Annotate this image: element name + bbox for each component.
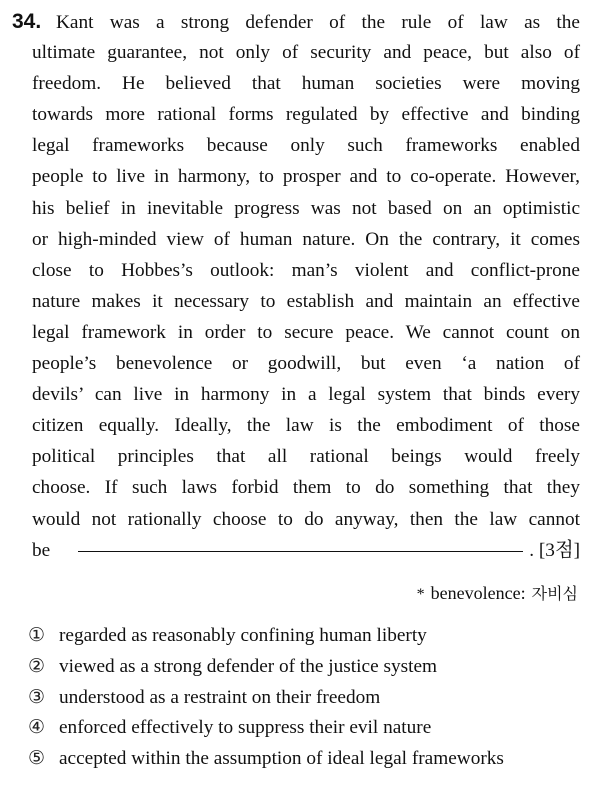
passage-line: ultimate guarantee, not only of security and peace, but also of (32, 42, 580, 64)
passage-line: legal frameworks because only such frameworks enabled (32, 135, 580, 157)
option-text: accepted within the assumption of ideal legal frameworks (59, 748, 504, 770)
answer-option-1[interactable] (28, 620, 588, 651)
footnote-definition: 자비심 (531, 584, 578, 603)
passage-line: political principles that all rational beings would freely (32, 446, 580, 468)
option-text: understood as a restraint on their freedom (59, 686, 381, 708)
option-text: viewed as a strong defender of the justice system (59, 655, 438, 677)
answer-option-2[interactable] (28, 651, 588, 682)
answer-blank-line (12, 535, 580, 566)
option-text: regarded as reasonably confining human liberty (59, 625, 427, 646)
passage-line: choose. If such laws forbid them to do something that they (32, 477, 580, 499)
passage-line: his belief in inevitable progress was not based on an optimistic (32, 197, 580, 219)
option-number: ② (28, 654, 46, 677)
asterisk-icon: * (416, 586, 425, 603)
passage-line: people to live in harmony, to prosper and to co-operate. However, (32, 166, 580, 188)
answer-blank (78, 531, 523, 552)
passage-line: would not rationally choose to do anyway, then the law cannot (32, 508, 580, 530)
option-number: ③ (28, 685, 46, 708)
footnote-term: benevolence: (430, 583, 526, 603)
passage-line-1 (12, 6, 580, 37)
question-passage (12, 6, 580, 566)
answer-option-5[interactable] (28, 743, 588, 774)
passage-line: towards more rational forms regulated by effective and binding (32, 104, 580, 126)
question-number: 34. (12, 10, 42, 33)
option-text: enforced effectively to suppress their evil nature (59, 717, 432, 739)
passage-line: close to Hobbes’s outlook: man’s violent and conflict-prone (32, 259, 580, 281)
passage-line: nature makes it necessary to establish and maintain an effective (32, 290, 580, 312)
passage-line: legal framework in order to secure peace. We cannot count on (32, 321, 580, 343)
option-number: ① (28, 624, 46, 646)
passage-line: people’s benevolence or goodwill, but even ‘a nation of (32, 353, 580, 375)
passage-line: citizen equally. Ideally, the law is the embodiment of those (32, 415, 580, 437)
answer-option-3[interactable] (28, 682, 588, 713)
passage-line: devils’ can live in harmony in a legal system that binds every (32, 384, 580, 406)
points-label: . [3점] (529, 539, 580, 561)
vocabulary-footnote (417, 580, 578, 608)
blank-prefix-text: be (32, 539, 51, 561)
passage-text: Kant was a strong defender of the rule of law as the (56, 12, 580, 33)
answer-options (28, 620, 588, 774)
passage-line: or high-minded view of human nature. On the contrary, it comes (32, 228, 580, 250)
passage-line: freedom. He believed that human societies were moving (32, 73, 580, 95)
answer-option-4[interactable] (28, 712, 588, 743)
option-number: ⑤ (28, 747, 46, 770)
option-number: ④ (28, 716, 46, 739)
